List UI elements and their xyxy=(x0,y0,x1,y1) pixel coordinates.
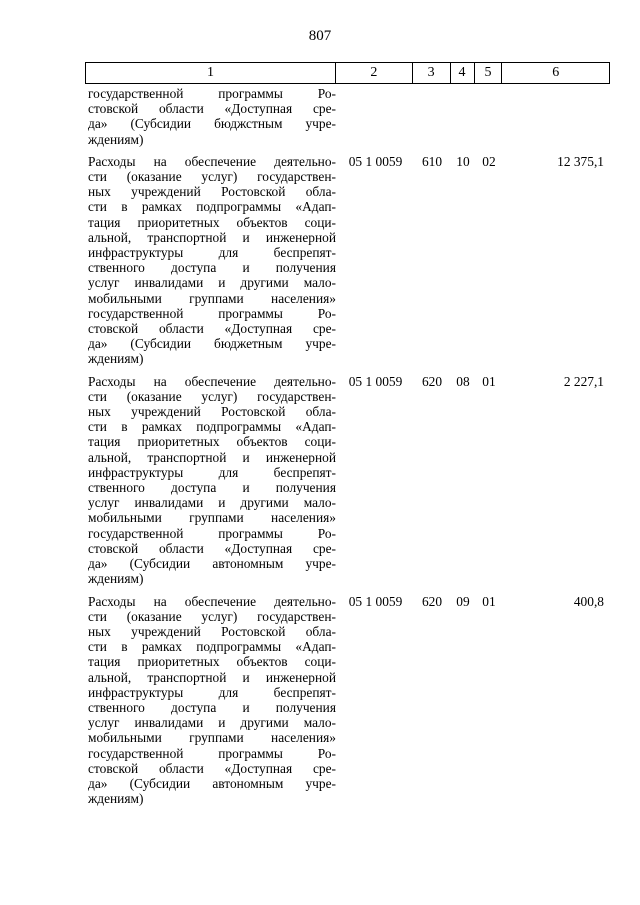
description-line: ных учреждений Ростовской обла- xyxy=(88,404,336,420)
description-line: услуг инвалидами и другими мало- xyxy=(88,715,336,731)
header-col-1: 1 xyxy=(86,63,336,83)
description-line: сти (оказание услуг) государствен- xyxy=(88,608,336,624)
row-expense-type: 620 xyxy=(421,593,443,609)
table-row xyxy=(85,594,610,807)
row-section xyxy=(451,86,475,147)
description-line: да» (Субсидии автономным учре- xyxy=(88,556,336,572)
description-line: да» (Субсидии автономным учре- xyxy=(88,775,336,791)
description-line: ных учреждений Ростовской обла- xyxy=(88,184,336,200)
table-row xyxy=(85,374,610,587)
description-line: сти (оказание услуг) государствен- xyxy=(88,388,336,404)
row-subsection: 01 xyxy=(482,373,496,389)
row-amount: 400,8 xyxy=(573,593,604,609)
description-line: стовской области «Доступная сре- xyxy=(88,760,336,776)
header-col-5: 5 xyxy=(475,63,503,83)
row-description xyxy=(85,154,336,367)
row-section: 09 xyxy=(456,593,470,609)
description-line: инфраструктуры для беспрепят- xyxy=(88,464,336,480)
row-expense-type: 620 xyxy=(421,373,443,389)
table-row xyxy=(85,86,610,147)
row-code: 05 1 0059 xyxy=(348,593,403,609)
row-amount: 12 375,1 xyxy=(557,153,604,169)
description-line: Расходы на обеспечение деятельно- xyxy=(88,153,336,169)
table-body xyxy=(85,86,610,806)
description-line: тация приоритетных объектов соци- xyxy=(88,214,336,230)
description-line: стовской области «Доступная сре- xyxy=(88,540,336,556)
row-amount: 2 227,1 xyxy=(563,373,604,389)
description-line: да» (Субсидии бюджстным учре- xyxy=(88,116,336,132)
row-subsection: 01 xyxy=(482,593,496,609)
description-line: государственной программы Ро- xyxy=(88,745,336,761)
description-line: Расходы на обеспечение деятельно- xyxy=(88,593,336,609)
row-description xyxy=(85,594,336,807)
header-col-2: 2 xyxy=(336,63,413,83)
description-line: ждениям) xyxy=(88,571,144,587)
row-subsection xyxy=(475,86,503,147)
description-line: услуг инвалидами и другими мало- xyxy=(88,275,336,291)
header-col-3: 3 xyxy=(413,63,451,83)
description-line: государственной программы Ро- xyxy=(88,525,336,541)
row-section: 08 xyxy=(456,373,470,389)
description-line: Расходы на обеспечение деятельно- xyxy=(88,373,336,389)
row-code: 05 1 0059 xyxy=(348,373,403,389)
description-line: государственной программы Ро- xyxy=(88,86,336,101)
row-subsection: 02 xyxy=(482,153,496,169)
description-line: ственного доступа и получения xyxy=(88,699,336,715)
description-line: ждениям) xyxy=(88,131,144,147)
description-line: услуг инвалидами и другими мало- xyxy=(88,495,336,511)
table-row xyxy=(85,154,610,367)
description-line: мобильными группами населения» xyxy=(88,730,336,746)
row-code: 05 1 0059 xyxy=(348,153,403,169)
description-line: ждениям) xyxy=(88,791,144,807)
description-line: ждениям) xyxy=(88,351,144,367)
description-line: да» (Субсидии бюджетным учре- xyxy=(88,336,336,352)
description-line: ных учреждений Ростовской обла- xyxy=(88,623,336,639)
description-line: мобильными группами населения» xyxy=(88,510,336,526)
description-line: государственной программы Ро- xyxy=(88,305,336,321)
description-line: мобильными группами населения» xyxy=(88,290,336,306)
header-col-6: 6 xyxy=(552,65,560,80)
description-line: ственного доступа и получения xyxy=(88,480,336,496)
header-col-4: 4 xyxy=(451,63,475,83)
description-line: инфраструктуры для беспрепят- xyxy=(88,684,336,700)
description-line: альной, транспортной и инженерной xyxy=(88,229,336,245)
description-line: сти в рамках подпрограммы «Адап- xyxy=(88,419,336,435)
description-line: сти в рамках подпрограммы «Адап- xyxy=(88,639,336,655)
row-section: 10 xyxy=(456,153,470,169)
table-header xyxy=(85,62,610,84)
description-line: альной, транспортной и инженерной xyxy=(88,449,336,465)
description-line: альной, транспортной и инженерной xyxy=(88,669,336,685)
description-line: стовской области «Доступная сре- xyxy=(88,321,336,337)
row-expense-type xyxy=(413,86,451,147)
description-line: ственного доступа и получения xyxy=(88,260,336,276)
row-amount xyxy=(503,86,610,147)
description-line: сти (оказание услуг) государствен- xyxy=(88,169,336,185)
description-line: тация приоритетных объектов соци- xyxy=(88,654,336,670)
row-code xyxy=(336,86,413,147)
page-number: 807 xyxy=(308,28,332,44)
description-line: сти в рамках подпрограммы «Адап- xyxy=(88,199,336,215)
description-line: стовской области «Доступная сре- xyxy=(88,101,336,117)
description-line: инфраструктуры для беспрепят- xyxy=(88,245,336,261)
row-expense-type: 610 xyxy=(421,153,443,169)
row-description xyxy=(85,374,336,587)
description-line: тация приоритетных объектов соци- xyxy=(88,434,336,450)
row-description xyxy=(85,86,336,147)
